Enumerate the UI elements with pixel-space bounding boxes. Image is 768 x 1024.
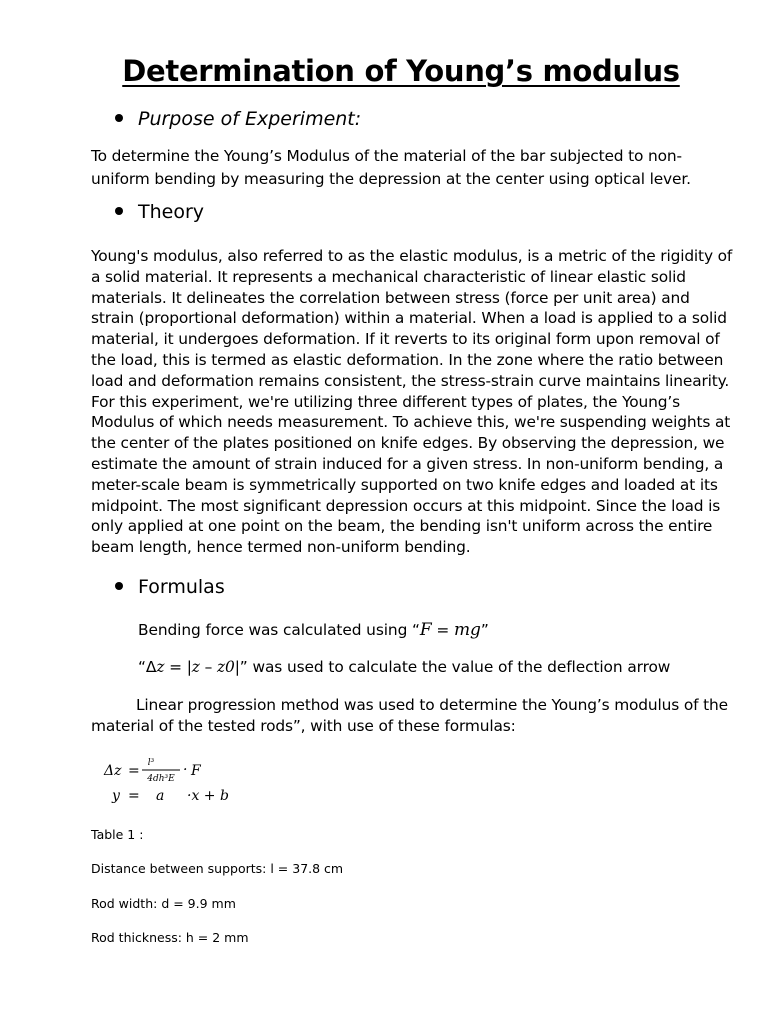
deflection-mid: = | bbox=[164, 658, 192, 676]
force-mg: mg bbox=[454, 620, 481, 640]
eq1-lhs: Δz bbox=[104, 763, 122, 779]
formula-equations-svg bbox=[103, 754, 263, 810]
theory-line: meter-scale beam is symmetrically supported on two knife edges and loaded at its bbox=[91, 475, 718, 494]
deflection-z0: z0 bbox=[217, 658, 235, 676]
theory-line: estimate the amount of strain induced for a given stress. In non-uniform bending, a bbox=[91, 454, 724, 473]
eq1-equals: = bbox=[128, 763, 140, 779]
eq1-F: F bbox=[191, 763, 201, 779]
purpose-heading bbox=[115, 108, 361, 130]
purpose-paragraph bbox=[91, 145, 721, 191]
theory-line: For this experiment, we're utilizing three different types of plates, the Young’s bbox=[91, 392, 680, 411]
deflection-minus: – bbox=[199, 658, 217, 676]
deflection-line bbox=[138, 658, 670, 676]
eq1-dot: · bbox=[183, 762, 188, 778]
bullet-icon bbox=[115, 582, 123, 590]
force-suffix: ” bbox=[480, 621, 489, 639]
theory-line: midpoint. The most significant depression occurs at this midpoint. Since the load is bbox=[91, 496, 721, 515]
bullet-icon bbox=[115, 207, 123, 215]
deflection-z: z bbox=[156, 658, 165, 676]
deflection-z2: z bbox=[191, 658, 200, 676]
eq1-numerator: l³ bbox=[147, 758, 155, 768]
linear-paragraph bbox=[91, 695, 728, 737]
purpose-line: uniform bending by measuring the depression at the center using optical lever. bbox=[91, 170, 691, 188]
purpose-line: To determine the Young’s Modulus of the material of the bar subjected to non- bbox=[91, 147, 682, 165]
rod-width: Rod width: d = 9.9 mm bbox=[91, 896, 236, 911]
distance-between-supports: Distance between supports: l = 37.8 cm bbox=[91, 861, 344, 876]
theory-line: only applied at one point on the beam, the bending isn't uniform across the entire bbox=[91, 517, 713, 536]
theory-line: beam length, hence termed non-uniform bending. bbox=[91, 538, 471, 557]
formulas-heading bbox=[115, 576, 225, 598]
document-title: Determination of Young’s modulus bbox=[122, 54, 680, 88]
theory-paragraph bbox=[91, 246, 733, 558]
theory-line: materials. It delineates the correlation between stress (force per unit area) and bbox=[91, 288, 690, 307]
purpose-heading-text: Purpose of Experiment: bbox=[138, 108, 362, 130]
formula-equations bbox=[103, 754, 263, 810]
theory-heading-text: Theory bbox=[138, 201, 205, 223]
theory-line: the center of the plates positioned on knife edges. By observing the depression, we bbox=[91, 434, 725, 453]
theory-line: the load, this is termed as elastic deformation. In the zone where the ratio between bbox=[91, 350, 724, 369]
linear-line: Linear progression method was used to determine the Young’s modulus of the bbox=[136, 696, 728, 714]
theory-line: material, it undergoes deformation. If it reverts to its original form upon removal of bbox=[91, 330, 720, 349]
rod-thickness: Rod thickness: h = 2 mm bbox=[91, 930, 249, 945]
theory-line: strain (proportional deformation) within a material. When a load is applied to a solid bbox=[91, 309, 727, 328]
eq1-denominator: 4dh³E bbox=[147, 774, 175, 784]
eq2-a: a bbox=[156, 788, 165, 804]
force-F: F bbox=[419, 620, 432, 640]
deflection-prefix: “Δ bbox=[138, 658, 157, 676]
bullet-icon bbox=[115, 114, 123, 122]
theory-line: Young's modulus, also referred to as the elastic modulus, is a metric of the rigidity of bbox=[91, 247, 733, 265]
force-eq: = bbox=[431, 621, 455, 639]
eq2-equals: = bbox=[128, 788, 140, 804]
eq2-rest: ·x + b bbox=[187, 788, 229, 804]
theory-line: a solid material. It represents a mechanical characteristic of linear elastic solid bbox=[91, 267, 686, 286]
theory-line: Modulus of which needs measurement. To achieve this, we're suspending weights at bbox=[91, 413, 731, 432]
formulas-heading-text: Formulas bbox=[138, 576, 225, 598]
deflection-suffix: |” was used to calculate the value of the deflection arrow bbox=[234, 658, 671, 676]
linear-line: material of the tested rods”, with use of these formulas: bbox=[91, 716, 516, 735]
theory-line: load and deformation remains consistent, the stress-strain curve maintains linearity. bbox=[91, 371, 730, 390]
bending-force-line bbox=[138, 620, 489, 640]
theory-heading bbox=[115, 201, 204, 223]
force-prefix: Bending force was calculated using “ bbox=[138, 621, 420, 639]
eq2-y: y bbox=[112, 788, 120, 804]
table-label: Table 1 : bbox=[91, 827, 144, 842]
